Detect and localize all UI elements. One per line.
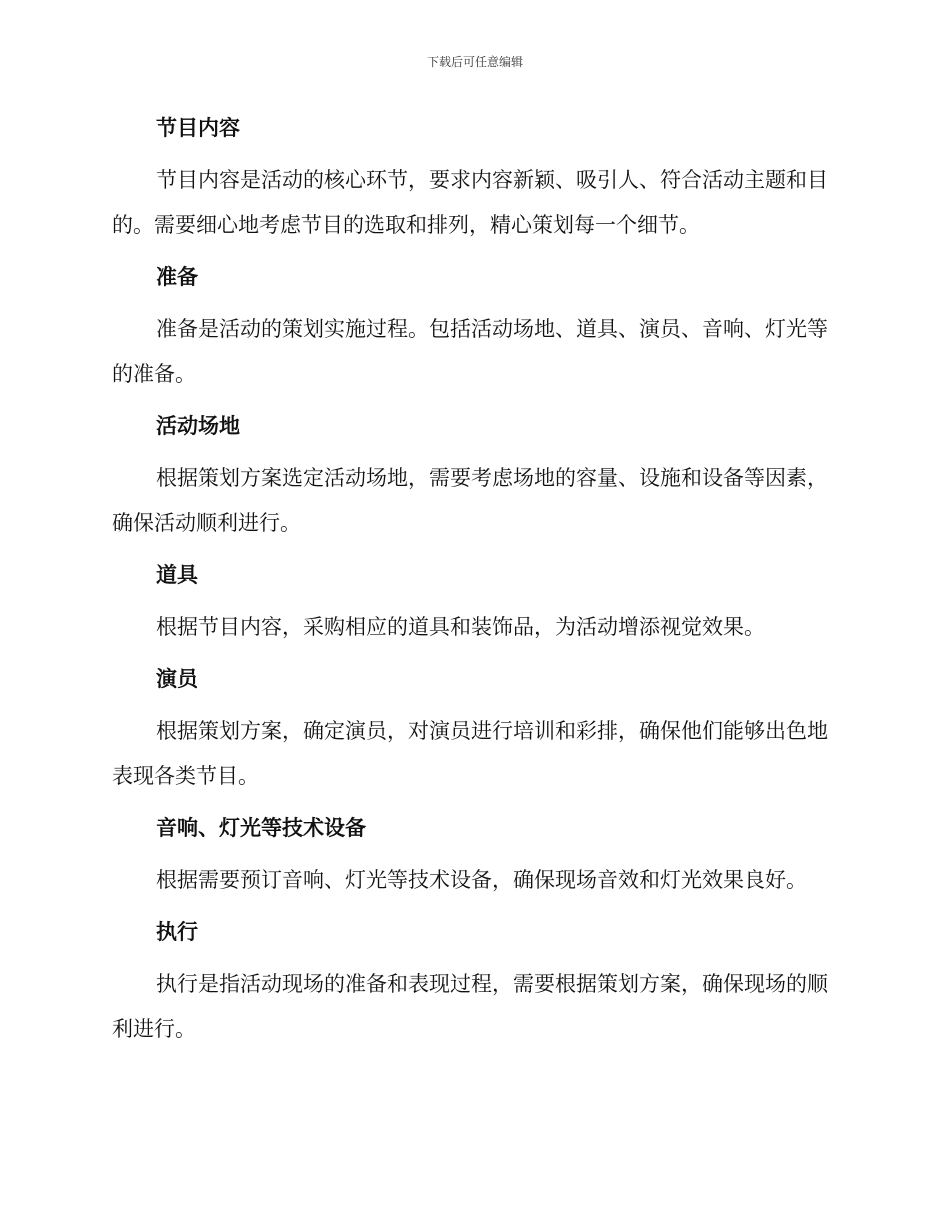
page-header: 下载后可任意编辑 xyxy=(426,55,523,69)
section-paragraph: 根据需要预订音响、灯光等技术设备，确保现场音效和灯光效果良好。 xyxy=(156,868,807,892)
section-heading: 执行 xyxy=(156,920,198,944)
section-heading: 节目内容 xyxy=(156,116,240,140)
section-paragraph: 根据策划方案，确定演员，对演员进行培训和彩排，确保他们能够出色地表现各类节目。 xyxy=(112,719,828,788)
section-technical-equipment xyxy=(112,808,832,903)
section-execution xyxy=(112,912,832,1052)
section-heading: 道具 xyxy=(156,563,198,587)
section-program-content xyxy=(112,108,832,248)
section-paragraph: 执行是指活动现场的准备和表现过程，需要根据策划方案，确保现场的顺利进行。 xyxy=(112,972,828,1041)
section-performers xyxy=(112,659,832,799)
section-heading: 演员 xyxy=(156,667,198,691)
document-content xyxy=(112,108,832,1052)
section-heading: 音响、灯光等技术设备 xyxy=(156,816,366,840)
section-props xyxy=(112,555,832,650)
section-paragraph: 准备是活动的策划实施过程。包括活动场地、道具、演员、音响、灯光等的准备。 xyxy=(112,317,828,386)
section-preparation xyxy=(112,257,832,397)
section-paragraph: 节目内容是活动的核心环节，要求内容新颖、吸引人、符合活动主题和目的。需要细心地考虑节目的选取和排列，精心策划每一个细节。 xyxy=(112,168,828,237)
section-paragraph: 根据节目内容，采购相应的道具和装饰品，为活动增添视觉效果。 xyxy=(156,615,765,639)
section-paragraph: 根据策划方案选定活动场地，需要考虑场地的容量、设施和设备等因素，确保活动顺利进行。 xyxy=(112,466,828,535)
section-venue xyxy=(112,406,832,546)
section-heading: 准备 xyxy=(156,265,198,289)
section-heading: 活动场地 xyxy=(156,414,240,438)
